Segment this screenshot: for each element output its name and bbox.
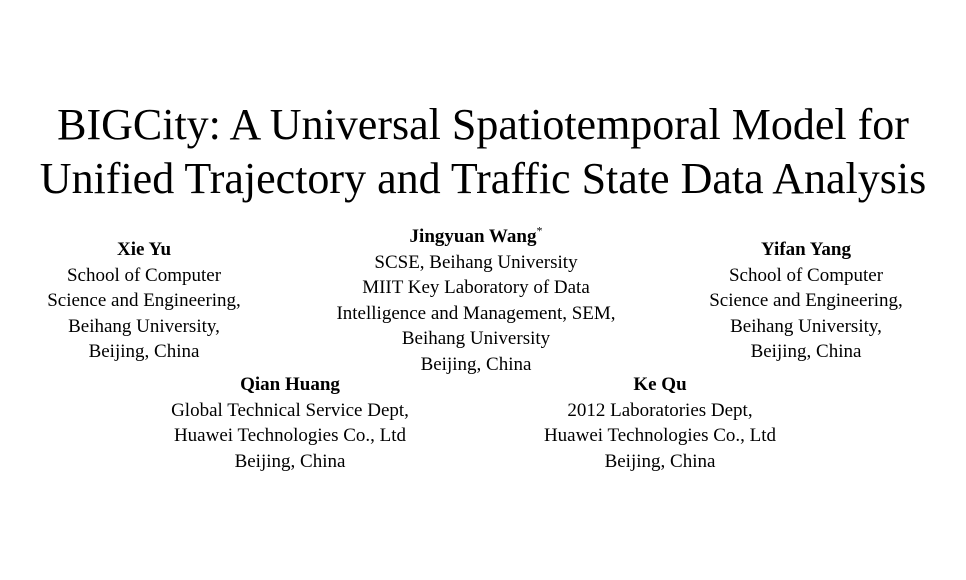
author-affiliation-line: Beihang University, [730,315,882,337]
author-name: Qian Huang [240,374,340,395]
author-affiliation-line: Huawei Technologies Co., Ltd [543,425,777,446]
author-affiliation-line: Beijing, China [750,341,862,362]
author-affiliation-line: Beijing, China [604,450,716,472]
author-name-line [306,224,646,250]
author-block [306,224,646,377]
author-name: Yifan Yang [761,239,851,260]
author-affiliation-line: Beihang University [401,328,551,349]
author-name: Jingyuan Wang [409,226,537,247]
title-line: Unified Trajectory and Traffic State Data Analysis [39,154,927,203]
author-name: Xie Yu [116,239,172,260]
author-affiliation-line: Science and Engineering, [709,290,903,311]
author-block [686,237,926,365]
author-affiliation-line: Science and Engineering, [47,290,241,311]
author-affiliation-line: Beijing, China [88,341,200,362]
author-affiliation-line: MIIT Key Laboratory of Data [362,277,590,298]
author-affiliation-line: Beijing, China [420,353,532,375]
author-block [24,237,264,365]
author-affiliation-line: Beijing, China [234,450,346,472]
title-line: BIGCity: A Universal Spatiotemporal Model for [57,100,909,149]
author-block [140,372,440,474]
author-affiliation-line: Global Technical Service Dept, [171,399,409,421]
author-affiliation-line: Beihang University, [68,315,220,337]
corresponding-author-mark: * [536,223,543,238]
author-affiliation-line: Intelligence and Management, SEM, [336,302,616,324]
author-affiliation-line: SCSE, Beihang University [374,251,578,273]
author-affiliation-line: Huawei Technologies Co., Ltd [173,425,407,446]
author-affiliation-line: School of Computer [66,264,222,286]
author-affiliation-line: School of Computer [728,264,884,286]
author-name: Ke Qu [633,374,687,395]
author-block [510,372,810,474]
paper-title [0,98,966,206]
author-affiliation-line: 2012 Laboratories Dept, [567,399,753,421]
